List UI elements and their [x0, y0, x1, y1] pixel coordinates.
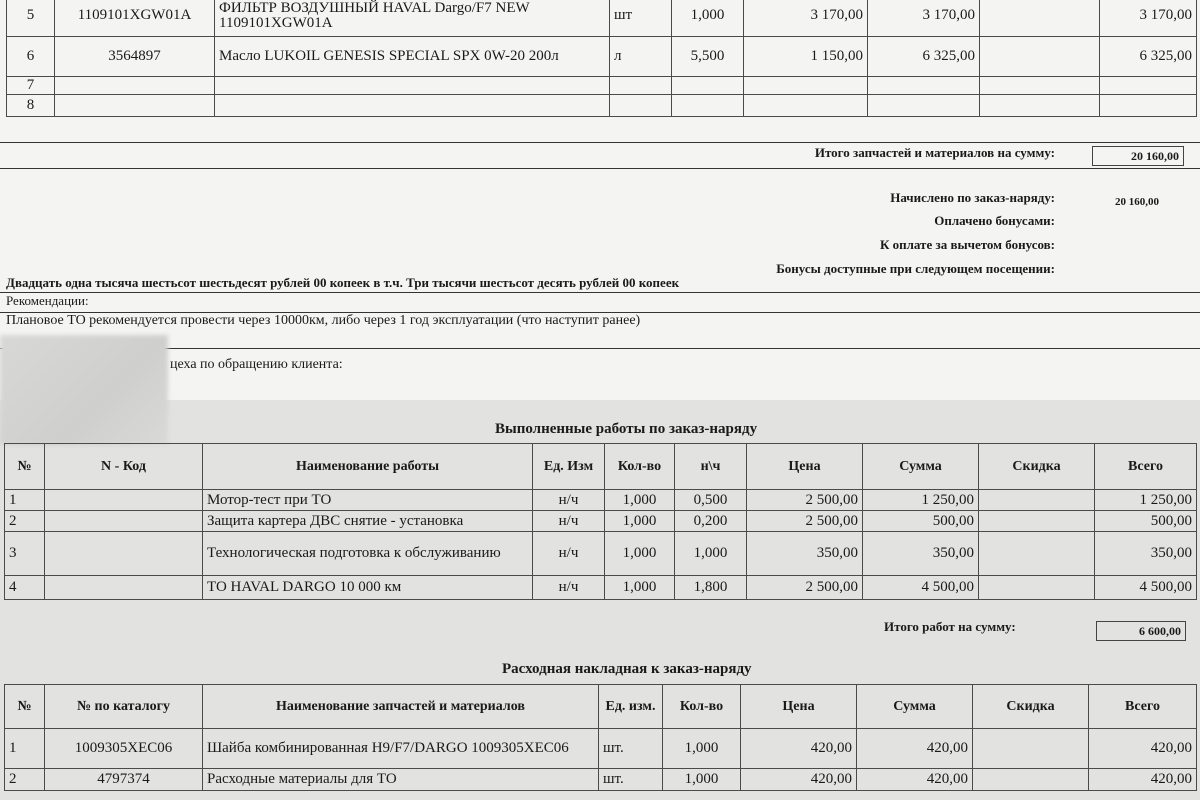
table-row [7, 0, 1197, 37]
row-unit: шт. [599, 769, 663, 791]
row-unit [610, 77, 672, 95]
row-price: 350,00 [747, 532, 863, 576]
table-row [5, 532, 1197, 576]
col-header-name: Наименование запчастей и материалов [203, 685, 599, 729]
row-qty: 1,000 [663, 769, 741, 791]
col-header-discount: Скидка [973, 685, 1089, 729]
col-header-no: № [5, 444, 45, 490]
amount-in-words: Двадцать одна тысяча шестьсот шестьдесят рублей 00 копеек в т.ч. Три тысячи шестьсот десять рублей 00 копеек [6, 275, 680, 290]
row-sum: 1 250,00 [863, 490, 979, 511]
row-unit [610, 95, 672, 117]
bonus-paid-label: Оплачено бонусами: [934, 213, 1055, 228]
invoice-table [4, 684, 1197, 791]
row-discount [979, 532, 1095, 576]
works-table [4, 443, 1197, 600]
col-header-code: № по каталогу [45, 685, 203, 729]
row-nh: 0,500 [675, 490, 747, 511]
row-price: 420,00 [741, 769, 857, 791]
divider-line [0, 168, 1200, 169]
col-header-unit: Ед. изм. [599, 685, 663, 729]
row-code: 4797374 [45, 769, 203, 791]
row-unit: шт. [599, 729, 663, 769]
row-total: 420,00 [1089, 729, 1197, 769]
row-name [215, 95, 610, 117]
divider-line [0, 142, 1200, 143]
col-header-total: Всего [1095, 444, 1197, 490]
row-code [55, 77, 215, 95]
row-number: 8 [7, 95, 55, 117]
row-code [55, 95, 215, 117]
row-sum: 420,00 [857, 729, 973, 769]
col-header-sum: Сумма [863, 444, 979, 490]
row-number: 2 [5, 511, 45, 532]
row-unit: шт [610, 0, 672, 37]
row-price: 3 170,00 [744, 0, 868, 37]
col-header-unit: Ед. Изм [533, 444, 605, 490]
col-header-price: Цена [747, 444, 863, 490]
row-code [45, 576, 203, 600]
row-sum: 3 170,00 [868, 0, 980, 37]
redacted-area [0, 335, 168, 445]
row-name [215, 77, 610, 95]
row-price [744, 77, 868, 95]
row-sum: 6 325,00 [868, 37, 980, 77]
row-price: 2 500,00 [747, 576, 863, 600]
table-row [7, 95, 1197, 117]
row-number: 4 [5, 576, 45, 600]
row-discount [980, 77, 1100, 95]
table-header-row [5, 685, 1197, 729]
recommendations-text: Плановое ТО рекомендуется провести через 10000км, либо через 1 год эксплуатации (что наступит ранее) [6, 313, 641, 328]
row-unit: н/ч [533, 511, 605, 532]
row-name: Масло LUKOIL GENESIS SPECIAL SPX 0W-20 200л [215, 37, 610, 77]
row-code [45, 532, 203, 576]
row-discount [979, 576, 1095, 600]
row-code: 1009305XEC06 [45, 729, 203, 769]
row-number: 2 [5, 769, 45, 791]
row-total [1100, 95, 1197, 117]
row-total: 420,00 [1089, 769, 1197, 791]
row-qty: 5,500 [672, 37, 744, 77]
table-row [5, 490, 1197, 511]
parts-total-value: 20 160,00 [1092, 146, 1184, 166]
row-number: 6 [7, 37, 55, 77]
table-row [5, 769, 1197, 791]
bonus-available-label: Бонусы доступные при следующем посещении: [776, 261, 1055, 276]
table-header-row [5, 444, 1197, 490]
row-qty: 1,000 [605, 532, 675, 576]
row-code [45, 511, 203, 532]
row-nh: 1,800 [675, 576, 747, 600]
row-nh: 1,000 [675, 532, 747, 576]
col-header-total: Всего [1089, 685, 1197, 729]
row-discount [980, 0, 1100, 37]
row-price: 2 500,00 [747, 511, 863, 532]
row-name: ФИЛЬТР ВОЗДУШНЫЙ HAVAL Dargo/F7 NEW 1109101XGW01A [215, 0, 610, 37]
col-header-qty: Кол-во [605, 444, 675, 490]
row-unit: н/ч [533, 490, 605, 511]
col-header-name: Наименование работы [203, 444, 533, 490]
row-total: 350,00 [1095, 532, 1197, 576]
row-sum: 420,00 [857, 769, 973, 791]
row-total: 500,00 [1095, 511, 1197, 532]
row-qty: 1,000 [663, 729, 741, 769]
row-name: Мотор-тест при ТО [203, 490, 533, 511]
client-note: цеха по обращению клиента: [170, 357, 343, 372]
row-sum: 350,00 [863, 532, 979, 576]
row-unit: н/ч [533, 532, 605, 576]
row-discount [980, 95, 1100, 117]
col-header-qty: Кол-во [663, 685, 741, 729]
recommendations-label: Рекомендации: [6, 293, 89, 308]
row-sum: 4 500,00 [863, 576, 979, 600]
row-qty: 1,000 [605, 576, 675, 600]
divider-line [0, 348, 1200, 349]
parts-total-label: Итого запчастей и материалов на сумму: [814, 145, 1055, 160]
table-row [5, 576, 1197, 600]
row-code [45, 490, 203, 511]
charged-value: 20 160,00 [1115, 196, 1159, 208]
row-total: 6 325,00 [1100, 37, 1197, 77]
col-header-sum: Сумма [857, 685, 973, 729]
table-row [5, 729, 1197, 769]
row-price: 420,00 [741, 729, 857, 769]
row-unit: н/ч [533, 576, 605, 600]
row-qty: 1,000 [605, 490, 675, 511]
row-discount [973, 729, 1089, 769]
row-sum [868, 77, 980, 95]
divider-line [0, 292, 1200, 293]
row-number: 1 [5, 490, 45, 511]
col-header-discount: Скидка [979, 444, 1095, 490]
row-code: 1109101XGW01A [55, 0, 215, 37]
row-price [744, 95, 868, 117]
row-qty: 1,000 [672, 0, 744, 37]
row-discount [980, 37, 1100, 77]
works-total-label: Итого работ на сумму: [884, 619, 1016, 634]
row-name: Защита картера ДВС снятие - установка [203, 511, 533, 532]
row-code: 3564897 [55, 37, 215, 77]
row-total: 3 170,00 [1100, 0, 1197, 37]
row-discount [979, 490, 1095, 511]
row-qty [672, 77, 744, 95]
row-price: 1 150,00 [744, 37, 868, 77]
row-total: 4 500,00 [1095, 576, 1197, 600]
to-pay-label: К оплате за вычетом бонусов: [879, 237, 1055, 252]
row-name: Шайба комбинированная H9/F7/DARGO 1009305XEC06 [203, 729, 599, 769]
works-total-value: 6 600,00 [1096, 621, 1186, 641]
table-row [7, 77, 1197, 95]
works-section-title: Выполненные работы по заказ-наряду [495, 421, 758, 437]
row-sum [868, 95, 980, 117]
row-number: 1 [5, 729, 45, 769]
row-discount [973, 769, 1089, 791]
row-qty [672, 95, 744, 117]
col-header-no: № [5, 685, 45, 729]
row-number: 5 [7, 0, 55, 37]
table-row [7, 37, 1197, 77]
row-sum: 500,00 [863, 511, 979, 532]
row-name: ТО HAVAL DARGO 10 000 км [203, 576, 533, 600]
col-header-nh: н\ч [675, 444, 747, 490]
invoice-section-title: Расходная накладная к заказ-наряду [502, 661, 752, 677]
divider-line [0, 312, 1200, 313]
col-header-price: Цена [741, 685, 857, 729]
table-row [5, 511, 1197, 532]
col-header-code: N - Код [45, 444, 203, 490]
row-qty: 1,000 [605, 511, 675, 532]
row-name: Расходные материалы для ТО [203, 769, 599, 791]
row-price: 2 500,00 [747, 490, 863, 511]
row-total [1100, 77, 1197, 95]
parts-table-continued [6, 0, 1197, 117]
row-number: 3 [5, 532, 45, 576]
charged-label: Начислено по заказ-наряду: [890, 190, 1055, 205]
row-name: Технологическая подготовка к обслуживанию [203, 532, 533, 576]
row-total: 1 250,00 [1095, 490, 1197, 511]
row-unit: л [610, 37, 672, 77]
row-number: 7 [7, 77, 55, 95]
row-discount [979, 511, 1095, 532]
row-nh: 0,200 [675, 511, 747, 532]
